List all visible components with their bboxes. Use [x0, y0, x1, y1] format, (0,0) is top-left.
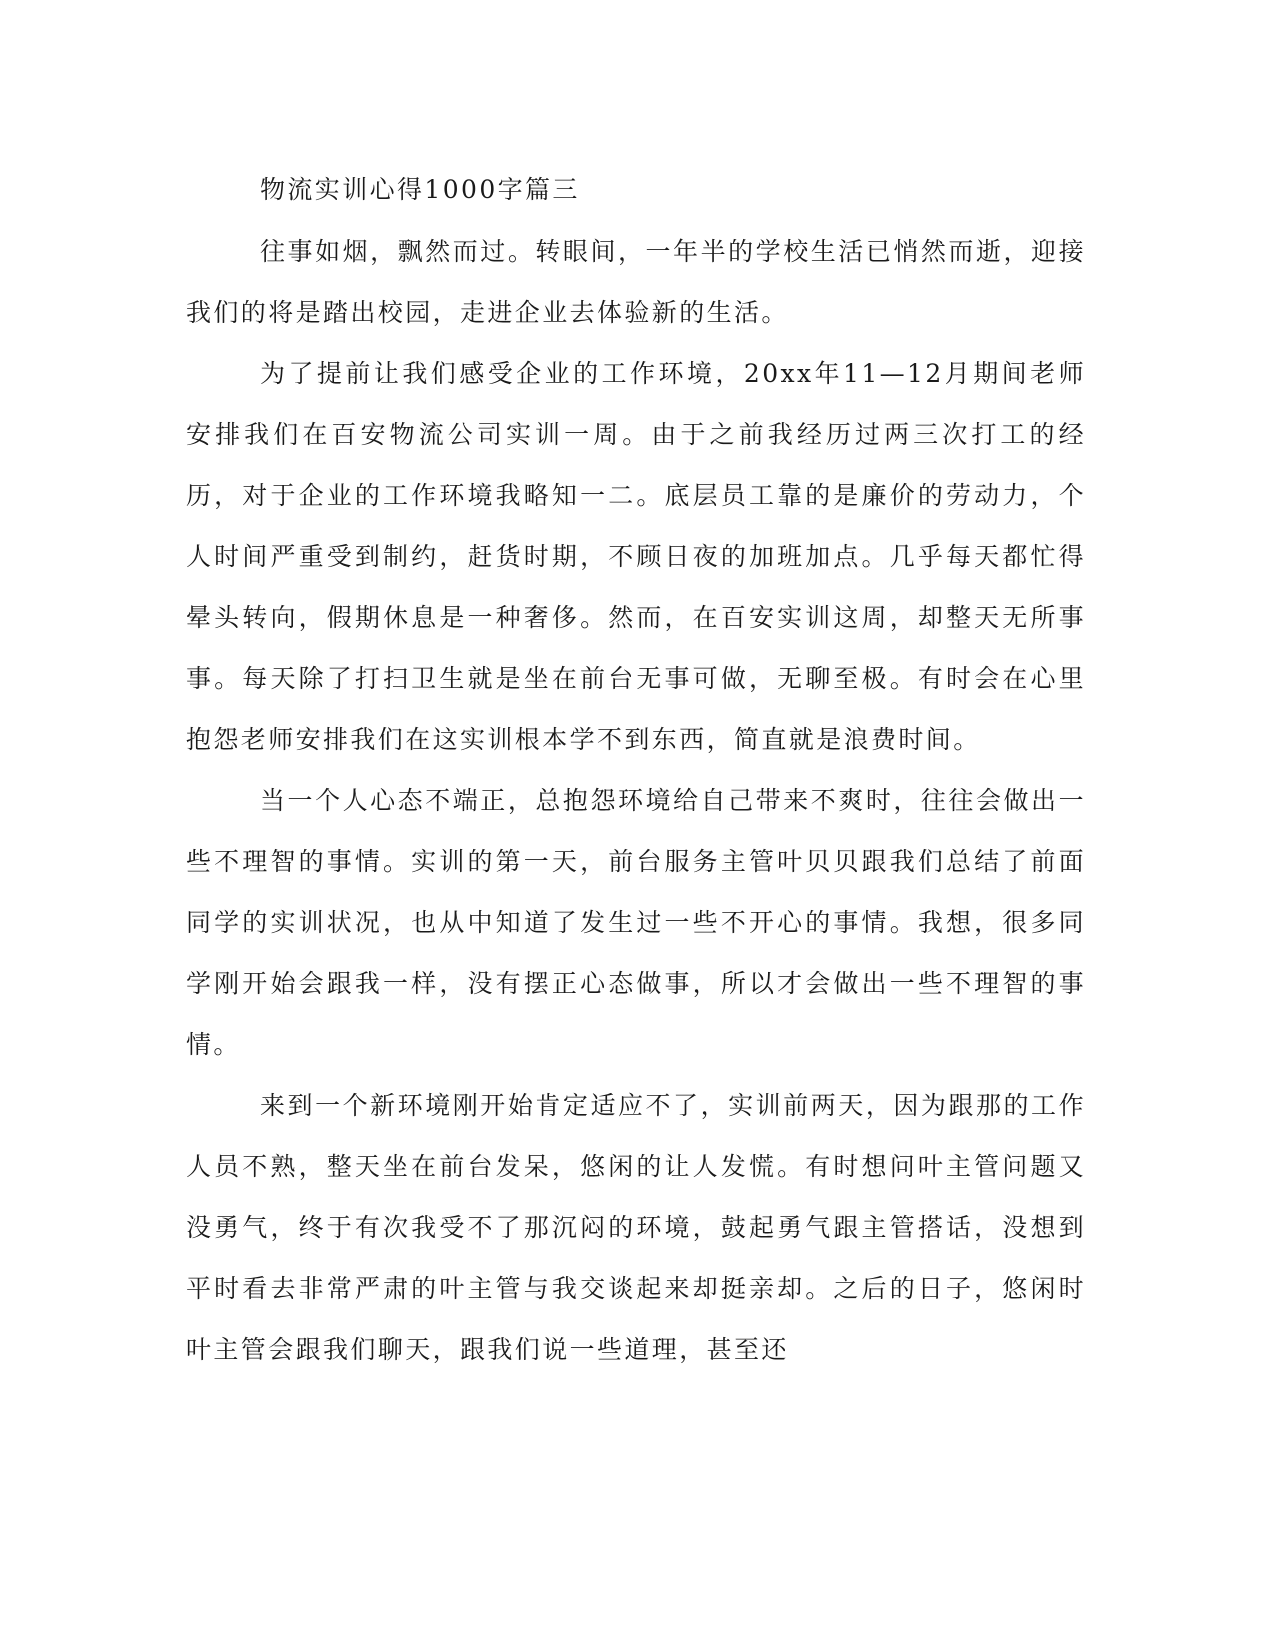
paragraph-1: 往事如烟，飘然而过。转眼间，一年半的学校生活已悄然而逝，迎接我们的将是踏出校园，走进企业去体验新的生活。 — [186, 237, 1086, 327]
paragraph-4: 来到一个新环境刚开始肯定适应不了，实训前两天，因为跟那的工作人员不熟，整天坐在前台发呆，悠闲的让人发慌。有时想问叶主管问题又没勇气，终于有次我受不了那沉闷的环境，鼓起勇气跟主管搭话，没想到平时看去非常严肃的叶主管与我交谈起来却挺亲却。之后的日子，悠闲时叶主管会跟我们聊天，跟我们说一些道理，甚至还 — [186, 1091, 1086, 1364]
paragraph-3: 当一个人心态不端正，总抱怨环境给自己带来不爽时，往往会做出一些不理智的事情。实训的第一天，前台服务主管叶贝贝跟我们总结了前面同学的实训状况，也从中知道了发生过一些不开心的事情。我想，很多同学刚开始会跟我一样，没有摆正心态做事，所以才会做出一些不理智的事情。 — [186, 786, 1086, 1059]
document-body — [186, 167, 1086, 1380]
paragraph-2: 为了提前让我们感受企业的工作环境，20xx年11—12月期间老师安排我们在百安物流公司实训一周。由于之前我经历过两三次打工的经历，对于企业的工作环境我略知一二。底层员工靠的是廉价的劳动力，个人时间严重受到制约，赶货时期，不顾日夜的加班加点。几乎每天都忙得晕头转向，假期休息是一种奢侈。然而，在百安实训这周，却整天无所事事。每天除了打扫卫生就是坐在前台无事可做，无聊至极。有时会在心里抱怨老师安排我们在这实训根本学不到东西，简直就是浪费时间。 — [186, 359, 1086, 754]
document-title: 物流实训心得1000字篇三 — [260, 175, 580, 204]
